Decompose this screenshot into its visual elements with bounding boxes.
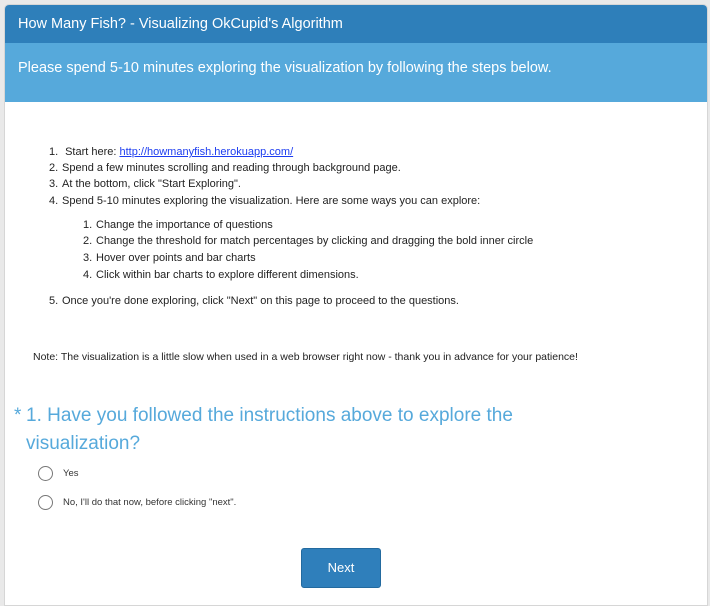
survey-title: How Many Fish? - Visualizing OkCupid's Algorithm [5, 5, 707, 43]
option-yes-label: Yes [63, 468, 79, 479]
option-no-label: No, I'll do that now, before clicking "next". [63, 497, 237, 508]
substep-2: 2. Change the threshold for match percentages by clicking and dragging the bold inner circle [83, 235, 534, 248]
step-3: 3. At the bottom, click "Start Exploring". [49, 178, 241, 191]
steps-list [5, 144, 707, 309]
option-no[interactable] [38, 495, 236, 510]
radio-yes[interactable] [38, 466, 53, 481]
required-star: * [14, 405, 22, 426]
question-1 [14, 402, 586, 458]
next-button[interactable]: Next [301, 548, 381, 588]
instructions [5, 144, 707, 309]
step-4: 4. Spend 5-10 minutes exploring the visualization. Here are some ways you can explore: 1. Change the importance of questions 2. Change the threshold for match percentages by clicking and dragging the bold inner circle 3. Hover over points and bar charts 4. Click within bar charts to explore different dimensions. [49, 193, 707, 284]
step-1: 1. Start here: http://howmanyfish.herokuapp.com/ [49, 146, 294, 158]
step-1-prefix: Start here: [65, 146, 120, 158]
substep-3: 3. Hover over points and bar charts [83, 252, 256, 264]
substeps-list [49, 217, 707, 283]
option-yes[interactable] [38, 466, 79, 481]
start-link[interactable]: http://howmanyfish.herokuapp.com/ [119, 146, 294, 158]
step-5: 5. Once you're done exploring, click "Next" on this page to proceed to the questions. [49, 295, 459, 308]
note-text: Note: The visualization is a little slow when used in a web browser right now - thank you in advance for your patience! [33, 351, 578, 363]
radio-no[interactable] [38, 495, 53, 510]
question-text: 1. Have you followed the instructions above to explore the visualization? [26, 405, 513, 454]
survey-subtitle: Please spend 5-10 minutes exploring the visualization by following the steps below. [5, 43, 707, 102]
survey-card [4, 4, 708, 606]
step-2: 2. Spend a few minutes scrolling and reading through background page. [49, 162, 401, 175]
substep-1: 1. Change the importance of questions [83, 218, 273, 231]
substep-4: 4. Click within bar charts to explore different dimensions. [83, 268, 359, 281]
